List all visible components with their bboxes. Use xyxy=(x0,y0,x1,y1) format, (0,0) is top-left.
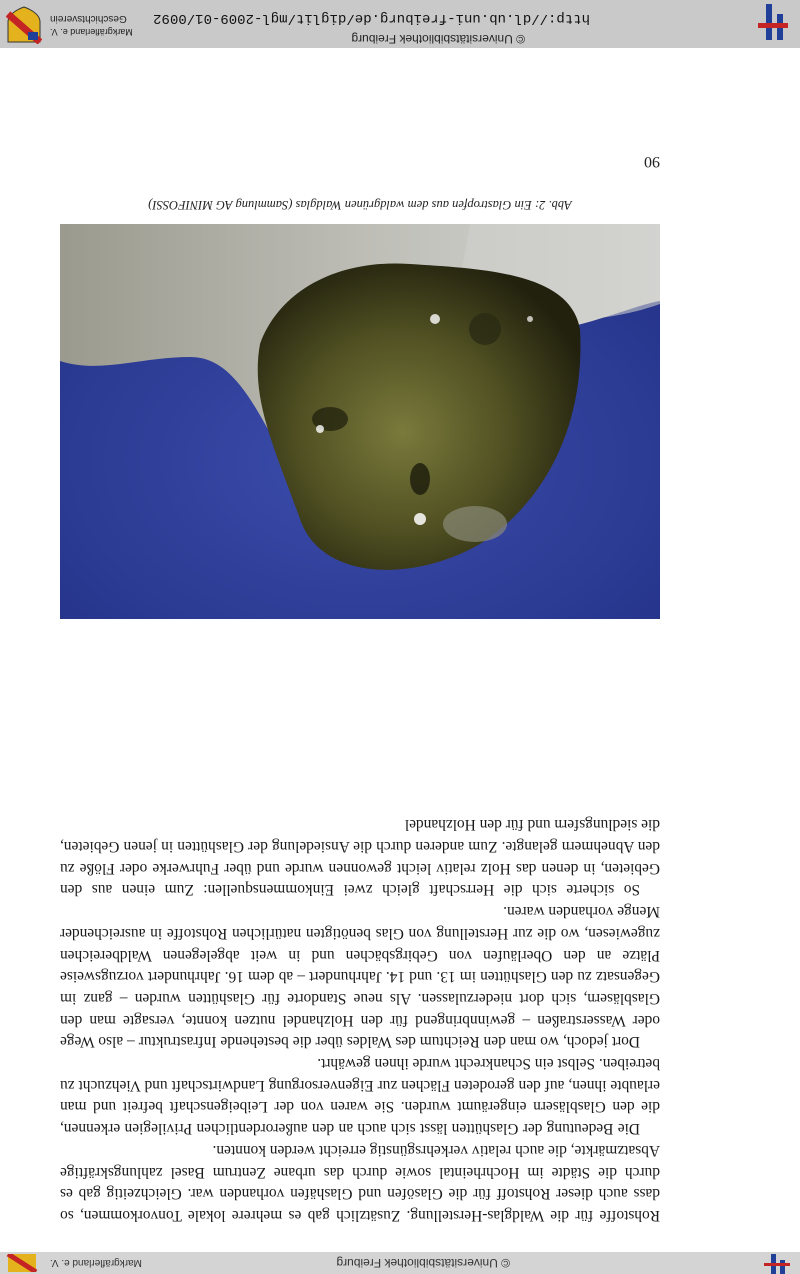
footer-verein-name: Geschichtsverein xyxy=(50,13,127,24)
top-watermark-band xyxy=(0,1252,800,1274)
bottom-watermark-band xyxy=(0,0,800,48)
paragraph: Rohstoffe für die Waldglas-Herstellung. Zusätzlich gab es mehrere lokale Tonvorkommen, so dass auch dieser Rohstoff für die Glasöfen und Glashäfen vorhanden war. Gleichzeitig gab es durch die Städte im Hochrheintal sowie durch das urbane Zentrum Basel zahlungskräftige Absatzmärkte, die auch relativ verkehrsgünstig erreicht werden konnten. xyxy=(60,1141,660,1224)
footer-url-link[interactable]: http://dl.ub.uni-freiburg.de/diglit/mgl-2009-01/0092 xyxy=(153,10,590,26)
paragraph: Dort jedoch, wo man den Reichtum des Waldes über die bestehende Infrastruktur – also Wege oder Wasserstraßen – gewinnbringend für den Holzhandel nutzen konnte, versagte man den Glasbläsern, sich dort niederzulassen. Als neue Standorte für Glashütten wurden – ganz im Gegensatz zu den Glashütten im 13. und 14. Jahrhundert – ab dem 16. Jahrhundert vorzugsweise Plätze an den Oberläufen von Gebirgsbächen und in weit abgelegenen Waldbereichen zugewiesen, wo die zur Herstellung von Glas benötigten natürlichen Rohstoffe in ausreichender Menge vorhanden waren. xyxy=(60,903,660,1051)
header-verein-text: Markgräflerland e. V. xyxy=(50,1257,142,1268)
header-library-text: © Universitätsbibliothek Freiburg xyxy=(336,1256,510,1270)
markgraeflerland-crest-icon xyxy=(6,6,42,44)
body-text xyxy=(60,814,660,1226)
glass-drop-photo xyxy=(60,224,660,619)
footer-library-text: © Universitätsbibliothek Freiburg xyxy=(351,32,525,46)
paragraph: Die Bedeutung der Glashütten lässt sich auch an den außerordentlichen Privilegien erkennen, die den Glasbläsern eingeräumt wurden. Sie waren von der Leibeigenschaft befreit und man erlaubte ihnen, auf den gerodeten Flächen zur Eigenversorgung Landwirtschaft und Viehzucht zu betreiben. Selbst ein Schankrecht wurde ihnen gewährt. xyxy=(60,1055,660,1138)
page-number: 90 xyxy=(644,153,660,170)
figure-caption: Abb. 2: Ein Glastropfen aus dem waldgrünen Waldglas (Sammlung AG MINIFOSSI) xyxy=(148,198,572,212)
markgraeflerland-crest-icon xyxy=(6,1254,38,1272)
footer-verein-region: Markgräflerland e. V. xyxy=(50,27,133,37)
ub-freiburg-logo-icon xyxy=(750,4,790,44)
ub-freiburg-logo-icon xyxy=(754,1254,790,1274)
paragraph: So sicherte sich die Herrschaft gleich zwei Einkommensquellen: Zum einen aus den Gebieten, in denen das Holz relativ leicht gewonnen wurde und über Fuhrwerke oder Flöße zu den Abnehmern gelangte. Zum anderen durch die Ansiedelung der Glashütten in jenen Gebieten, die siedlungsfern und für den Holzhandel xyxy=(60,816,660,899)
